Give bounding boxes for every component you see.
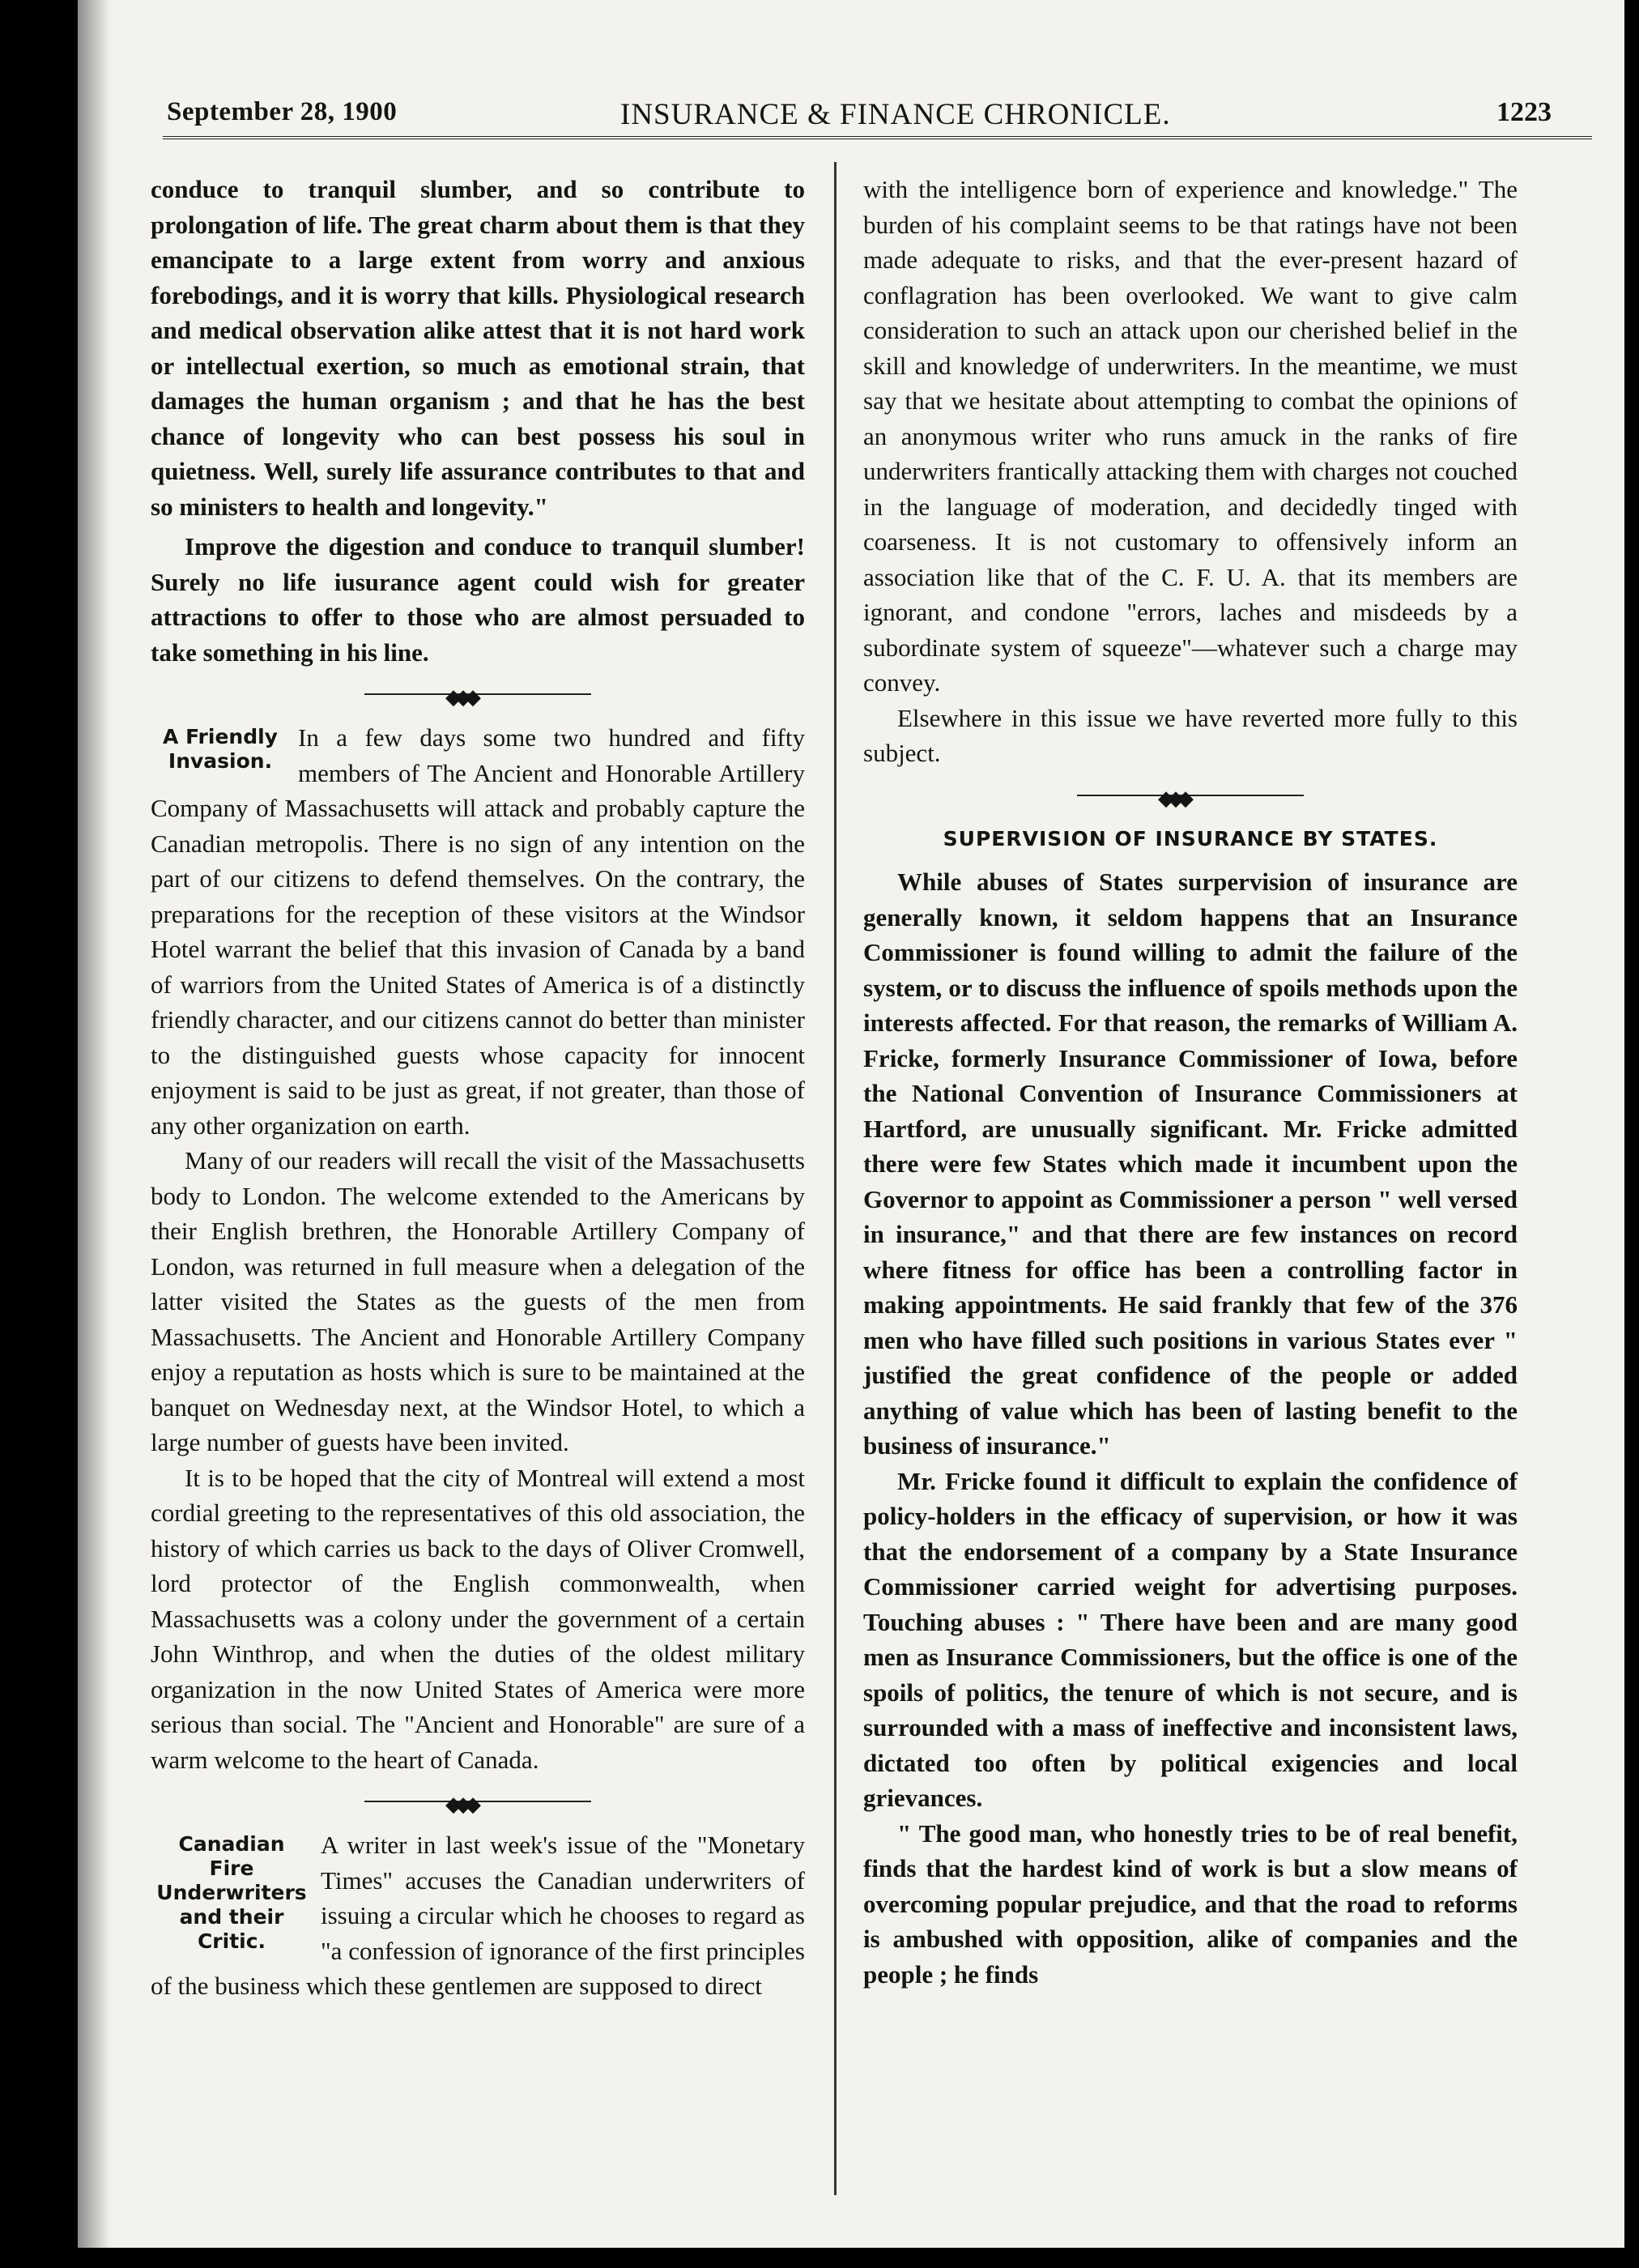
page-edge-shadow [78,0,110,2248]
header-rule [163,136,1592,139]
critic-reference-paragraph: Elsewhere in this issue we have reverted more fully to this subject. [863,703,1518,767]
critic-continuation-paragraph: with the intelligence born of experience and knowledge." The burden of his complaint seems to be that ratings have not been made adequate to risks, and that the ever-present hazard of conflagration has been overlooked. We want to give calm consideration to such an attack upon our cherished belief in the skill and knowledge of underwriters. In the meantime, we must say that we hesitate about attempting to combat the opinions of an anonymous writer who runs amuck in the ranks of fire underwriters frantically attacking them with charges not couched in the language of moderation, and decidedly tinged with coarseness. It is not customary to offensively inform an association like that of the C. F. U. A. that its members are ignorant, and condone "errors, laches and misdeeds by a subordinate system of squeeze"—whatever such a charge may convey. [863,175,1518,697]
column-divider [834,162,837,2195]
friendly-invasion-paragraph-1: A Friendly Invasion. In a few days some two hundred and fifty members of The Ancient and Honorable Artillery Company of Massachusetts will attack and probably capture the Canadian metropolis. There is no sign of any intention on the part of our citizens to defend themselves. On the contrary, the preparations for the reception of these visitors at the Windsor Hotel warrant the belief that this invasion of Canada by a band of warriors from the United States of America is of a distinctly friendly character, and our citizens cannot do better than minister to the distinguished guests whose capacity for innocent enjoyment is said to be just as great, if not greater, than those of any other organization on earth. [151,723,805,1140]
supervision-section-title: SUPERVISION OF INSURANCE BY STATES. [943,826,1438,850]
friendly-invasion-paragraph-3: It is to be hoped that the city of Montreal will extend a most cordial greeting to the representatives of this old association, the history of which carries us back to the days of Oliver Cromwell, lord protector of the English commonwealth, when Massachusetts was a colony under the government of a certain John Winthrop, and when the duties of the oldest military organization in the now United States of America were more serious than social. The "Ancient and Honorable" are sure of a warm welcome to the heart of Canada. [151,1463,805,1774]
friendly-invasion-paragraph-2: Many of our readers will recall the visit of the Massachusetts body to London. The welcome extended to the Americans by their English brethren, the Honorable Artillery Company of London, was returned in full measure when a delegation of the latter visited the States as the guests of the men from Massachusetts. The Ancient and Honorable Artillery Company enjoy a reputation as hosts which is sure to be maintained at the banquet on Wednesday next, at the Windsor Hotel, to which a large number of guests have been invited. [151,1146,805,1456]
underwriters-critic-paragraph: Canadian Fire Underwriters and their Critic. A writer in last week's issue of the "Monetary Times" accuses the Canadian underwriters of issuing a circular which he chooses to regard as "a confession of ignorance of the first principles of the business which these gentlemen are supposed to direct [151,1831,805,2000]
newspaper-page [78,0,1624,2248]
supervision-paragraph-3: " The good man, who honestly tries to be of real benefit, finds that the hardest kind of work is but a slow means of overcoming popular prejudice, and that the road to reforms is ambushed with opposition, alike of companies and the people ; he finds [863,1818,1518,1989]
right-column [863,172,1518,1992]
left-column [151,172,805,2004]
improve-digestion-paragraph: Improve the digestion and conduce to tranquil slumber! Surely no life iusurance agent could wish for greater attractions to offer to those who are almost persuaded to take something in his line. [151,532,805,667]
supervision-paragraph-2: Mr. Fricke found it difficult to explain the confidence of policy-holders in the efficacy of supervision, or how it was that the endorsement of a company by a State Insurance Commissioner carried weight for advertising purposes. Touching abuses : " There have been and are many good men as Insurance Commissioners, but the office is one of the spoils of politics, the tenure of which is not secure, and is surrounded with a mass of ineffective and inconsistent laws, dictated too often by political exigencies and local grievances. [863,1466,1518,1812]
ornamental-divider [364,1792,591,1811]
underwriters-critic-heading: Canadian Fire Underwriters and their Critic. [156,1832,307,1953]
supervision-paragraph-1: While abuses of States surpervision of insurance are generally known, it seldom happens that an Insurance Commissioner is found willing to admit the failure of the system, or to discuss the influence of spoils methods upon the interests affected. For that reason, the remarks of William A. Fricke, formerly Insurance Commissioner of Iowa, before the National Convention of Insurance Commissioners at Hartford, are unusually significant. Mr. Fricke admitted there were few States which made it incumbent upon the Governor to appoint as Commissioner a person " well versed in insurance," and that there are few instances on record where fitness for office has been a controlling factor in making appointments. He said frankly that few of the 376 men who have filled such positions in various States ever " justified the great confidence of the people or added anything of value which has been of lasting benefit to the business of insurance." [863,868,1518,1460]
header-page-number: 1223 [1496,97,1552,127]
header-title: INSURANCE & FINANCE CHRONICLE. [620,98,1171,131]
ornamental-divider [1077,786,1304,805]
ornamental-divider [364,684,591,704]
friendly-invasion-heading: A Friendly Invasion. [163,725,278,773]
header-date: September 28, 1900 [167,97,398,126]
life-assurance-paragraph: conduce to tranquil slumber, and so contribute to prolongation of life. The great charm about them is that they emancipate to a large extent from worry and anxious forebodings, and it is worry that kills. Physiological research and medical observation alike attest that it is not hard work or intellectual exertion, so much as emotional strain, that damages the human organism ; and that he has the best chance of longevity who can best possess his soul in quietness. Well, surely life assurance contributes to that and so ministers to health and longevity." [151,175,805,521]
